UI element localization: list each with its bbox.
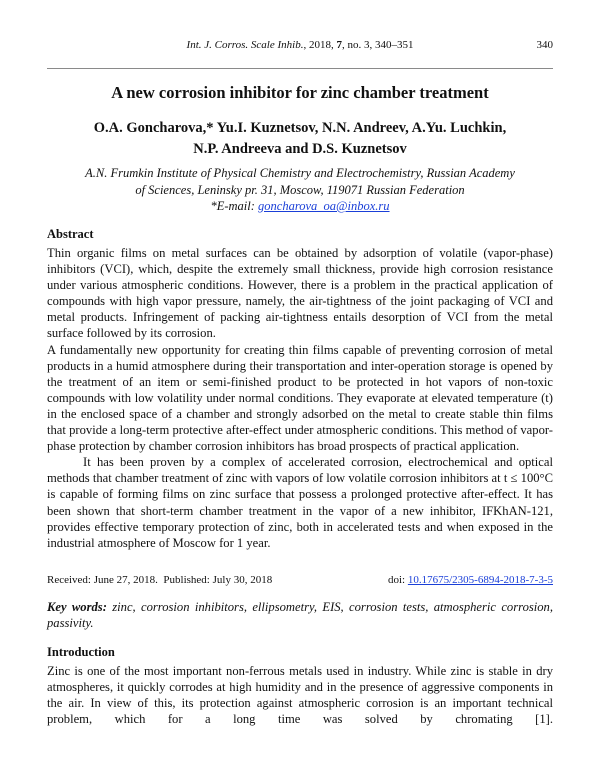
corresponding-email bbox=[47, 198, 553, 215]
affiliation bbox=[47, 165, 553, 215]
header-divider bbox=[47, 68, 553, 69]
journal-volume: 7 bbox=[336, 39, 342, 51]
abstract-paragraph: Thin organic films on metal surfaces can be obtained by adsorption of volatile (vapor-phase) inhibitors (VCI), which, despite the extremely small thickness, provide high corrosion resistance under various atmospheric conditions. However, there is a problem in the practical application of compounds with high vapor pressure, namely, the air-tightness of the joint packaging of VCI and metal products. Infringement of packing air-tightness entails desorption of VCI from the metal surface followed by its corrosion. bbox=[47, 246, 553, 341]
author-list bbox=[47, 118, 553, 160]
keywords bbox=[47, 599, 553, 631]
keywords-label: Key words: bbox=[47, 600, 107, 614]
affiliation-line-1: A.N. Frumkin Institute of Physical Chemistry and Electrochemistry, Russian Academy bbox=[85, 166, 515, 180]
journal-abbrev: Int. J. Corros. Scale Inhib. bbox=[186, 39, 304, 51]
authors-line-2: N.P. Andreeva and D.S. Kuznetsov bbox=[193, 141, 407, 157]
abstract-body bbox=[47, 245, 553, 551]
doi-link[interactable]: 10.17675/2305-6894-2018-7-3-5 bbox=[407, 574, 553, 586]
introduction-heading: Introduction bbox=[47, 645, 115, 659]
introduction-body bbox=[47, 663, 553, 727]
received-date: Received: June 27, 2018. bbox=[47, 574, 158, 586]
published-date: Published: July 30, 2018 bbox=[163, 574, 273, 586]
doi bbox=[388, 572, 553, 588]
article-title: A new corrosion inhibitor for zinc chamber treatment bbox=[111, 83, 489, 102]
keywords-text: zinc, corrosion inhibitors, ellipsometry, EIS, corrosion tests, atmospheric corrosion, passivity. bbox=[47, 600, 554, 630]
journal-citation: Int. J. Corros. Scale Inhib., 2018, 7, no. 3, 340–351 bbox=[186, 39, 414, 51]
email-link[interactable]: goncharova_oa@inbox.ru bbox=[258, 199, 390, 213]
authors-line-1: O.A. Goncharova,* Yu.I. Kuznetsov, N.N. Andreev, A.Yu. Luchkin, bbox=[93, 120, 507, 136]
abstract-heading: Abstract bbox=[47, 227, 94, 241]
introduction-paragraph: Zinc is one of the most important non-ferrous metals used in industry. While zinc is stable in dry atmospheres, it quickly corrodes at high humidity and in the presence of aggressive components in the air. In view of this, its protection against atmospheric corrosion is an important technical problem, which for a long time was solved by chromating [1]. bbox=[47, 664, 553, 727]
publication-dates bbox=[47, 572, 553, 588]
running-header bbox=[47, 37, 553, 53]
doi-label: doi: bbox=[388, 574, 406, 586]
page-number: 340 bbox=[536, 39, 553, 51]
affiliation-line-2: of Sciences, Leninsky pr. 31, Moscow, 119071 Russian Federation bbox=[135, 182, 465, 197]
email-label: *E-mail: bbox=[210, 199, 255, 213]
abstract-paragraph: A fundamentally new opportunity for creating thin films capable of preventing corrosion of metal products in a humid atmosphere during their transportation and inter-operation storage is opened by the treatment of an item or semi-finished product to be protected in hot vapors of non-toxic compounds with low volatility under normal conditions. They evaporate at elevated temperature (t) in the enclosed space of a chamber and strongly adsorbed on the metal to create stable thin films that provide a long-term protective after-effect under atmospheric conditions. This method of vapor-phase protection by chamber corrosion inhibitors has broad prospects of practical application. bbox=[47, 342, 553, 454]
abstract-paragraph: It has been proven by a complex of accelerated corrosion, electrochemical and optical methods that chamber treatment of zinc with vapors of low volatile corrosion inhibitors at t ≤ 100°C is capable of forming films on zinc surface that possess a prolonged protective after-effect. It has been shown that short-term chamber treatment in the vapor of a new inhibitor, IFKhAN-121, provides effective temporary protection of zinc, both in accelerated tests and when exposed in the industrial atmosphere of Moscow for 1 year. bbox=[47, 455, 553, 550]
journal-year: 2018 bbox=[308, 39, 331, 51]
journal-issue-pages: no. 3, 340–351 bbox=[347, 39, 414, 51]
